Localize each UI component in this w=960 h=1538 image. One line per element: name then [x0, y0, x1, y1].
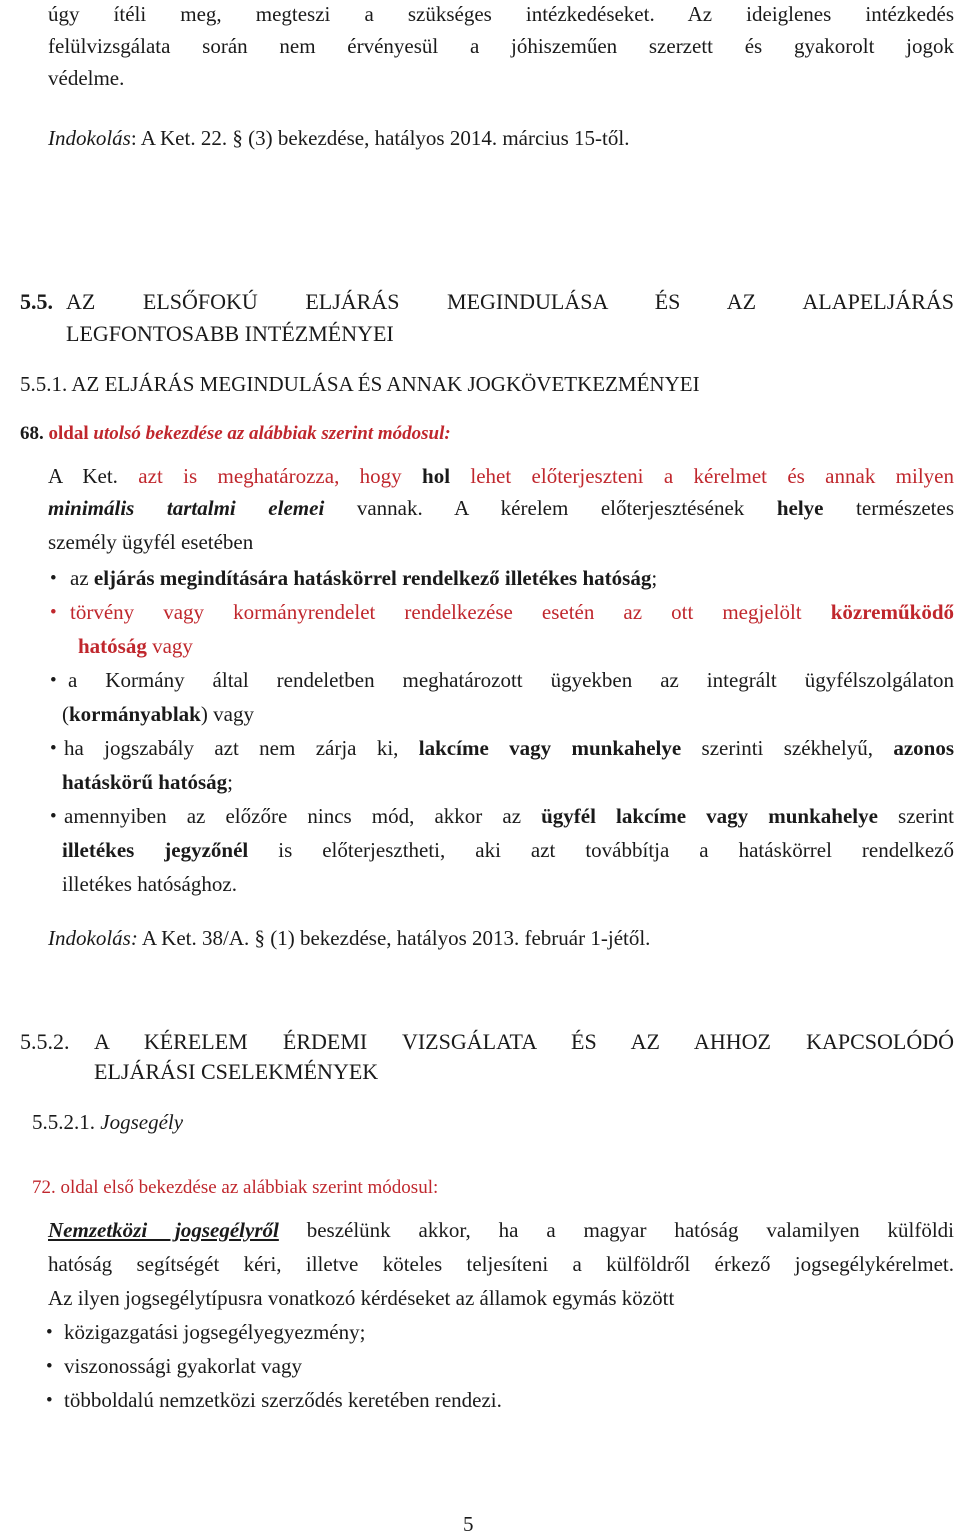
bullet-glyph: •	[46, 1356, 53, 1377]
list-item-cont: illetékes hatósághoz.	[62, 872, 237, 896]
paragraph-line: Nemzetközi jogsegélyről beszélünk akkor, ha a magyar hatóság valamilyen külföldi	[48, 1218, 955, 1242]
paragraph-line: hatóság segítségét kéri, illetve köteles teljesíteni a külföldről érkező jogsegélykérelmet.	[48, 1252, 954, 1276]
bullet-glyph: •	[50, 806, 57, 827]
indokolas-line: Indokolás: A Ket. 38/A. § (1) bekezdése, hatályos 2013. február 1-jétől.	[48, 926, 651, 950]
list-item-cont: hatáskörű hatóság;	[62, 770, 233, 794]
section-heading-line2: LEGFONTOSABB INTÉZMÉNYEI	[66, 321, 394, 346]
list-item: törvény vagy kormányrendelet rendelkezése esetén az ott megjelölt közreműködő	[70, 600, 954, 624]
paragraph-line: védelme.	[48, 66, 125, 90]
list-item: ha jogszabály azt nem zárja ki, lakcíme vagy munkahelye szerinti székhelyű, azonos	[64, 736, 954, 760]
list-item: viszonossági gyakorlat vagy	[64, 1354, 302, 1378]
bullet-glyph: •	[50, 738, 57, 759]
subsection-heading: 5.5.2.	[20, 1029, 70, 1054]
list-item: az eljárás megindítására hatáskörrel rendelkező illetékes hatóság;	[70, 566, 658, 590]
indokolas-line: Indokolás: A Ket. 22. § (3) bekezdése, hatályos 2014. március 15-től.	[48, 126, 630, 150]
list-item-cont: hatóság vagy	[78, 634, 193, 658]
list-item: többoldalú nemzetközi szerződés keretében rendezi.	[64, 1388, 502, 1412]
paragraph-line: személy ügyfél esetében	[48, 530, 254, 554]
modification-note: 72. oldal első bekezdése az alábbiak szerint módosul:	[32, 1177, 439, 1198]
page-number: 5	[463, 1512, 474, 1536]
bullet-glyph: •	[50, 602, 57, 623]
subsection-heading-title: A KÉRELEM ÉRDEMI VIZSGÁLATA ÉS AZ AHHOZ KAPCSOLÓDÓ	[94, 1029, 954, 1054]
paragraph-line: A Ket. azt is meghatározza, hogy hol lehet előterjeszteni a kérelmet és annak milyen	[48, 464, 955, 488]
list-item-cont: (kormányablak) vagy	[62, 702, 254, 726]
section-heading: 5.5. AZ ELSŐFOKÚ ELJÁRÁS MEGINDULÁSA ÉS AZ ALAPELJÁRÁS	[20, 289, 954, 314]
list-item: közigazgatási jogsegélyegyezmény;	[64, 1320, 366, 1344]
paragraph-line: felülvizsgálata során nem érvényesül a jóhiszeműen szerzett és gyakorolt jogok	[48, 34, 954, 58]
subsubsection-heading: 5.5.2.1. Jogsegély	[32, 1110, 184, 1134]
list-item-cont: illetékes jegyzőnél is előterjesztheti, aki azt továbbítja a hatáskörrel rendelkező	[62, 838, 954, 862]
bullet-glyph: •	[50, 568, 57, 589]
bullet-glyph: •	[50, 670, 57, 691]
paragraph-line: minimális tartalmi elemei vannak. A kérelem előterjesztésének helye természetes	[48, 496, 954, 520]
list-item: amennyiben az előzőre nincs mód, akkor az ügyfél lakcíme vagy munkahelye szerint	[64, 804, 954, 828]
list-item: a Kormány által rendeletben meghatározott ügyekben az integrált ügyfélszolgálaton	[68, 668, 954, 692]
bullet-glyph: •	[46, 1322, 53, 1343]
paragraph-line: Az ilyen jogsegélytípusra vonatkozó kérdéseket az államok egymás között	[48, 1286, 675, 1310]
subsection-heading: 5.5.1. AZ ELJÁRÁS MEGINDULÁSA ÉS ANNAK JOGKÖVETKEZMÉNYEI	[20, 372, 700, 396]
modification-note: 68. oldal utolsó bekezdése az alábbiak szerint módosul:	[20, 423, 451, 444]
bullet-glyph: •	[46, 1390, 53, 1411]
paragraph-line: úgy ítéli meg, megteszi a szükséges intézkedéseket. Az ideiglenes intézkedés	[48, 2, 954, 26]
subsection-heading-line2: ELJÁRÁSI CSELEKMÉNYEK	[94, 1059, 379, 1084]
